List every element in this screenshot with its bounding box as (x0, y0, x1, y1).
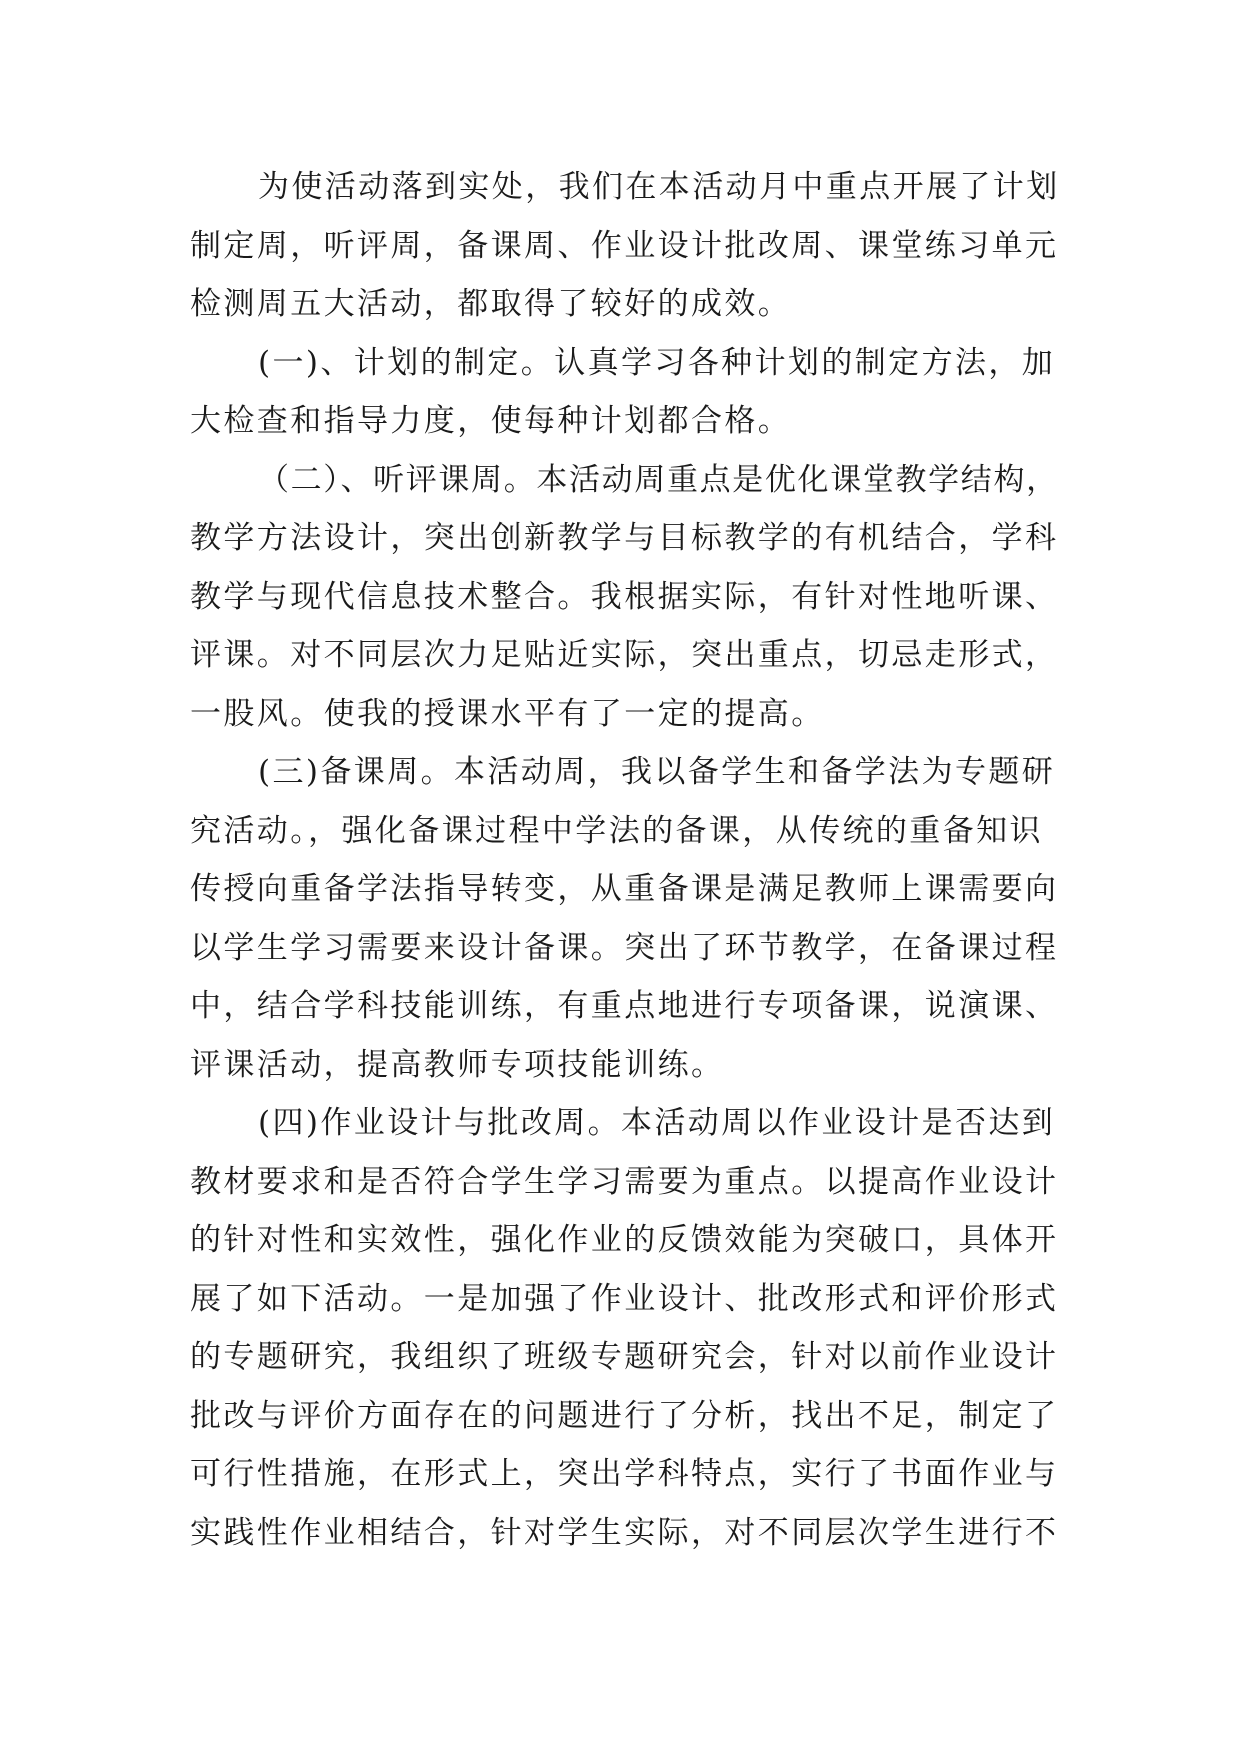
paragraph-first-line: (三)备课周。本活动周，我以备学生和备学法为专题研 (258, 754, 1056, 790)
body-text (190, 158, 1060, 1562)
text-line: 一股风。使我的授课水平有了一定的提高。 (190, 695, 825, 732)
paragraph-first-line: （二）、听评课周。本活动周重点是优化课堂教学结构， (258, 461, 1059, 498)
paragraph-first-line: 为使活动落到实处，我们在本活动月中重点开展了计划 (258, 169, 1060, 205)
text-line: 评课。对不同层次力足贴近实际，突出重点，切忌走形式， (190, 637, 1059, 673)
text-line: 的专题研究，我组织了班级专题研究会，针对以前作业设计 (190, 1339, 1059, 1375)
text-line: 教学方法设计，突出创新教学与目标教学的有机结合，学科 (190, 520, 1059, 556)
text-line: 展了如下活动。一是加强了作业设计、批改形式和评价形式 (190, 1280, 1059, 1317)
text-line: 教材要求和是否符合学生学习需要为重点。以提高作业设计 (190, 1163, 1059, 1200)
text-line: 批改与评价方面存在的问题进行了分析，找出不足，制定了 (190, 1397, 1059, 1434)
text-line: 以学生学习需要来设计备课。突出了环节教学，在备课过程 (190, 929, 1059, 966)
text-line: 的针对性和实效性，强化作业的反馈效能为突破口，具体开 (190, 1222, 1059, 1258)
text-line: 检测周五大活动，都取得了较好的成效。 (190, 286, 792, 322)
text-line: 大检查和指导力度，使每种计划都合格。 (190, 403, 792, 439)
text-line: 评课活动，提高教师专项技能训练。 (190, 1046, 725, 1083)
paragraph-first-line: (四)作业设计与批改周。本活动周以作业设计是否达到 (258, 1105, 1056, 1141)
text-line: 教学与现代信息技术整合。我根据实际，有针对性地听课、 (190, 578, 1059, 615)
text-line: 传授向重备学法指导转变，从重备课是满足教师上课需要向 (190, 871, 1059, 907)
text-line: 实践性作业相结合，针对学生实际，对不同层次学生进行不 (190, 1514, 1059, 1551)
text-line: 可行性措施，在形式上，突出学科特点，实行了书面作业与 (190, 1456, 1059, 1492)
text-line: 究活动。，强化备课过程中学法的备课，从传统的重备知识 (190, 812, 1043, 849)
text-line: 制定周，听评周，备课周、作业设计批改周、课堂练习单元 (190, 227, 1059, 264)
text-line: 中，结合学科技能训练，有重点地进行专项备课，说演课、 (190, 988, 1059, 1024)
paragraph-first-line: (一)、计划的制定。认真学习各种计划的制定方法，加 (258, 344, 1056, 381)
